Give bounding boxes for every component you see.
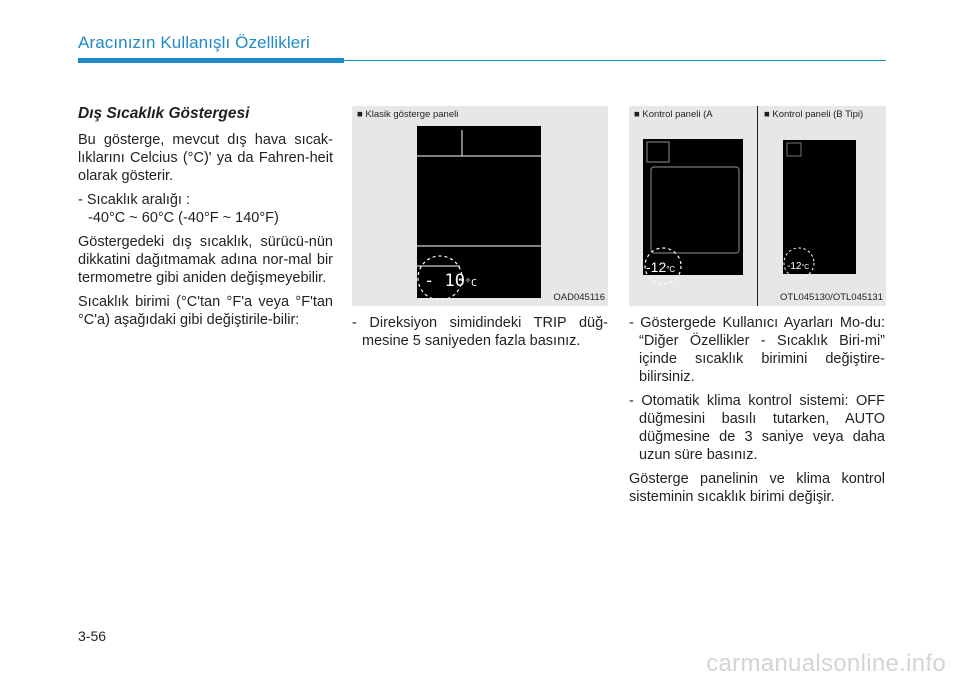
instruction-item: - Otomatik klima kontrol sistemi: OFF düğmesini basılı tutarken, AUTO düğmesine de 3 saniye veya daha uzun süre basınız. [629, 393, 885, 463]
figure-code: OTL045130/OTL045131 [780, 292, 883, 303]
section-title: Dış Sıcaklık Göstergesi [78, 105, 250, 122]
temperature-unit-b: °C [801, 264, 810, 271]
summary-paragraph: Gösterge panelinin ve klima kontrol sisteminin sıcaklık birimi değişir. [629, 471, 885, 505]
intro-paragraph: Bu gösterge, mevcut dış hava sıcak-lıklarını Celcius (°C)' ya da Fahren-heit olarak gösterir. [78, 132, 333, 184]
paragraph-3: Sıcaklık birimi (°C'tan °F'a veya °F'tan °C'a) aşağıdaki gibi değiştirile-bilir: [78, 294, 333, 328]
header-rule [78, 58, 344, 63]
figure-caption: ■ Klasik gösterge paneli [357, 109, 459, 120]
temperature-unit: °C [464, 278, 477, 289]
instruction-item: - Direksiyon simidindeki TRIP düğ-mesine 5 saniyeden fazla basınız. [352, 315, 608, 349]
left-column [78, 105, 333, 335]
right-column [629, 314, 885, 512]
instruction-item: - Göstergede Kullanıcı Ayarları Mo-du: “Diğer Özellikler - Sıcaklık Biri-mi” içinde sıcaklık birimini değiştire-bilirsiniz. [629, 315, 885, 385]
figure-code: OAD045116 [553, 292, 605, 303]
temperature-readout-a: -12 [646, 259, 667, 275]
header-rule-thin [344, 60, 886, 61]
paragraph-2: Göstergedeki dış sıcaklık, sürücü-nün dikkatini dağıtmamak adına nor-mal bir termometre gibi aniden değişmeyebilir. [78, 234, 333, 286]
figure-control-panels [629, 106, 886, 306]
figure-caption-a: ■ Kontrol paneli (A [634, 109, 713, 120]
watermark: carmanualsonline.info [706, 650, 946, 677]
page-number: 3-56 [78, 628, 107, 644]
classic-cluster-illustration [352, 106, 608, 306]
header-title: Aracınızın Kullanışlı Özellikleri [78, 33, 310, 52]
temperature-readout-b: -12 [787, 261, 802, 272]
figure-classic-cluster [352, 106, 608, 306]
range-label: - Sıcaklık aralığı : [78, 192, 191, 208]
temperature-readout: - 10 [424, 271, 465, 291]
range-item [78, 191, 333, 227]
temperature-unit-a: °C [666, 265, 676, 274]
control-panel-illustration [629, 106, 886, 306]
figure-caption-b: ■ Kontrol paneli (B Tipi) [764, 109, 864, 120]
middle-column [352, 314, 608, 356]
range-value: -40°C ~ 60°C (-40°F ~ 140°F) [88, 210, 279, 226]
